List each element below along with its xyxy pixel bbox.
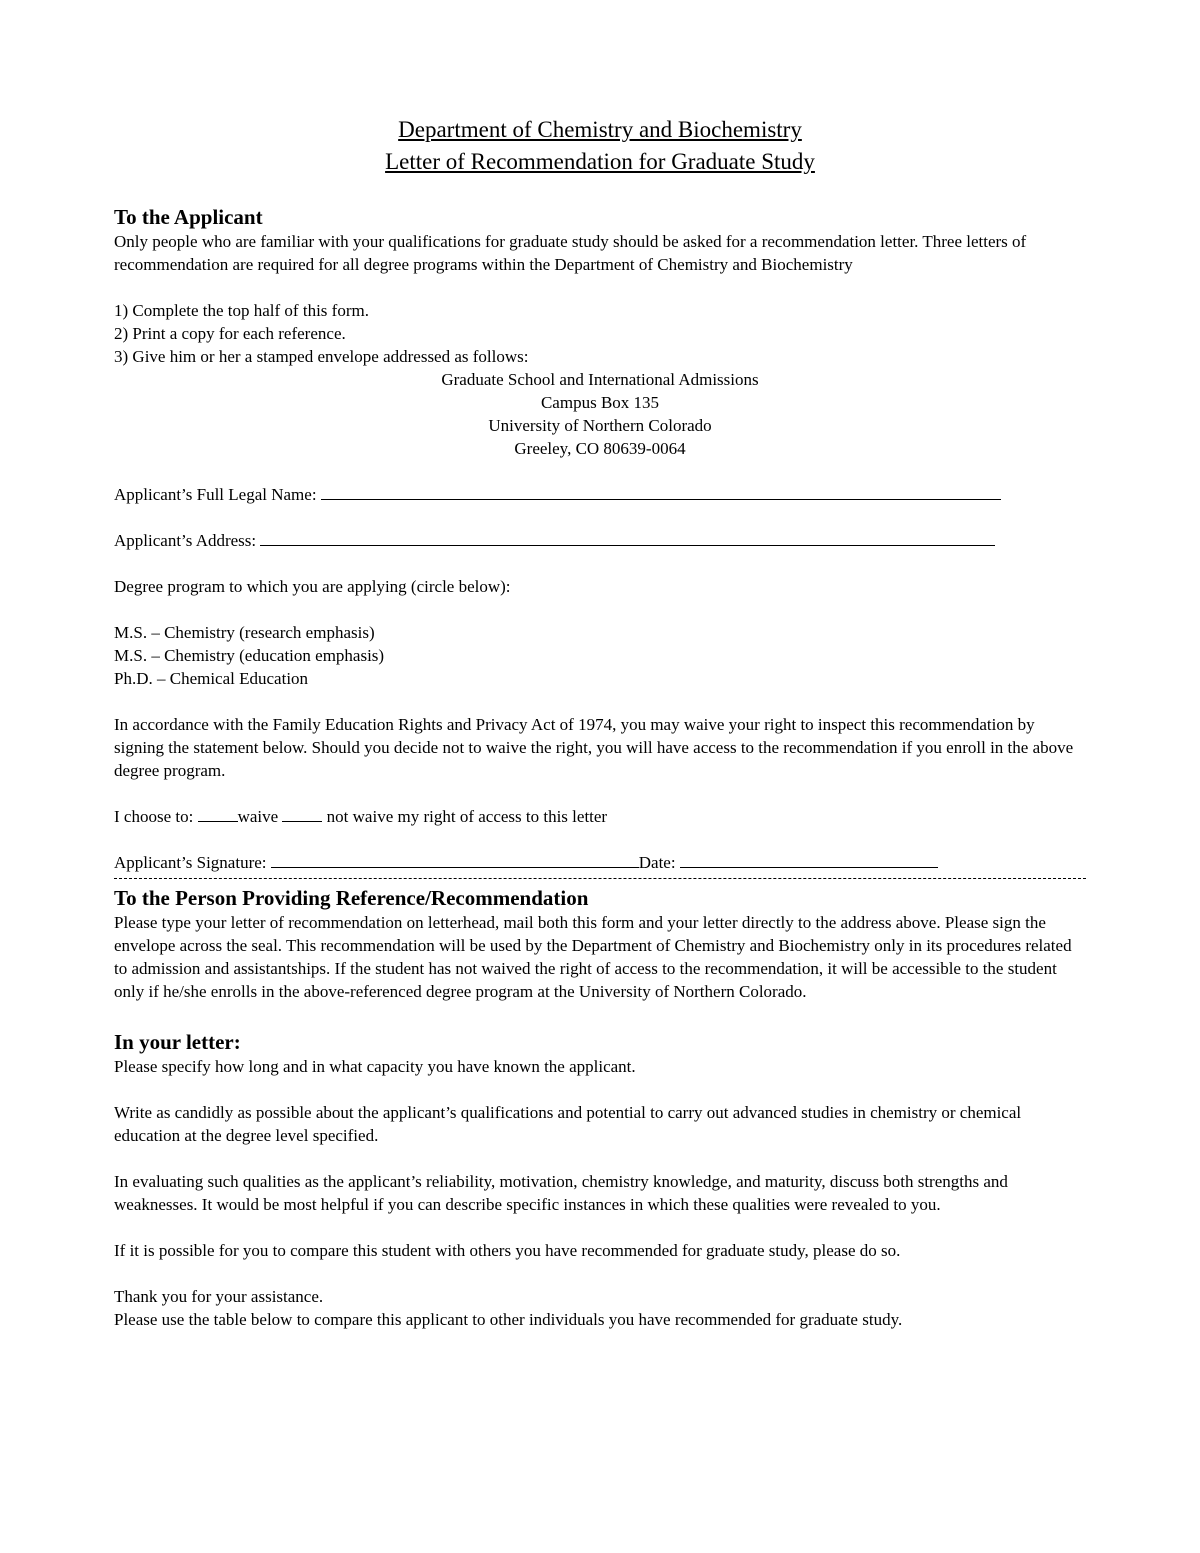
address-line: Greeley, CO 80639-0064 — [514, 439, 686, 458]
letter-instruction: If it is possible for you to compare this student with others you have recommended for graduate study, please do so. — [114, 1241, 901, 1260]
title-department: Department of Chemistry and Biochemistry — [398, 117, 802, 142]
mailing-address — [114, 368, 1086, 460]
thanks-line: Thank you for your assistance. — [114, 1287, 324, 1306]
letter-instruction: In evaluating such qualities as the applicant’s reliability, motivation, chemistry knowledge, and maturity, discuss both strengths and weaknesses. It would be most helpful if you can describe specific instances in which these qualities were revealed to you. — [114, 1172, 1008, 1214]
not-waive-label: not waive my right of access to this letter — [326, 807, 608, 826]
title-form-name: Letter of Recommendation for Graduate Study — [385, 149, 815, 174]
ferpa-statement: In accordance with the Family Education Rights and Privacy Act of 1974, you may waive your right to inspect this recommendation by signing the statement below. Should you decide not to waive the right, you will have access to the recommendation if you enroll in the above degree program. — [114, 715, 1074, 780]
program-option[interactable]: M.S. – Chemistry (research emphasis) — [114, 623, 375, 642]
waiver-choice-row — [114, 805, 1086, 828]
degree-prompt: Degree program to which you are applying (circle below): — [114, 577, 511, 596]
applicant-intro: Only people who are familiar with your qualifications for graduate study should be asked for a recommendation letter. Three letters of recommendation are required for all degree programs within the Department of Chemistry and Biochemistry — [114, 232, 1027, 274]
address-field-row — [114, 529, 1086, 552]
letter-instruction: Write as candidly as possible about the applicant’s qualifications and potential to carry out advanced studies in chemistry or chemical education at the degree level specified. — [114, 1103, 1022, 1145]
name-label: Applicant’s Full Legal Name: — [114, 485, 317, 504]
applicant-heading: To the Applicant — [114, 205, 263, 229]
signature-label: Applicant’s Signature: — [114, 853, 267, 872]
step-2: 2) Print a copy for each reference. — [114, 324, 346, 343]
letter-heading: In your letter: — [114, 1030, 241, 1054]
address-line: University of Northern Colorado — [488, 416, 712, 435]
address-line: Graduate School and International Admissions — [441, 370, 759, 389]
name-blank[interactable] — [321, 483, 1001, 500]
date-blank[interactable] — [680, 851, 938, 868]
program-option[interactable]: M.S. – Chemistry (education emphasis) — [114, 646, 385, 665]
signature-blank[interactable] — [271, 851, 639, 868]
date-label: Date: — [638, 853, 676, 872]
address-line: Campus Box 135 — [540, 393, 660, 412]
address-blank[interactable] — [260, 529, 995, 546]
document-title — [114, 114, 1086, 178]
step-1: 1) Complete the top half of this form. — [114, 301, 369, 320]
name-field-row — [114, 483, 1086, 506]
reference-heading: To the Person Providing Reference/Recommendation — [114, 886, 589, 910]
signature-row — [114, 851, 1086, 874]
table-note: Please use the table below to compare this applicant to other individuals you have recommended for graduate study. — [114, 1310, 903, 1329]
program-option[interactable]: Ph.D. – Chemical Education — [114, 669, 309, 688]
reference-instructions: Please type your letter of recommendation on letterhead, mail both this form and your letter directly to the address above. Please sign the envelope across the seal. This recommendation will be used by the Department of Chemistry and Biochemistry only in its procedures related to admission and assistantships. If the student has not waived the right of access to the recommendation, it will be accessible to the student only if he/she enrolls in the above-referenced degree program at the University of Northern Colorado. — [114, 913, 1072, 1001]
waive-label: waive — [237, 807, 279, 826]
letter-instruction: Please specify how long and in what capacity you have known the applicant. — [114, 1057, 636, 1076]
address-label: Applicant’s Address: — [114, 531, 257, 550]
not-waive-blank[interactable] — [282, 805, 322, 822]
cut-line-divider — [114, 878, 1086, 879]
step-3: 3) Give him or her a stamped envelope addressed as follows: — [114, 347, 529, 366]
waive-blank[interactable] — [198, 805, 238, 822]
choose-label: I choose to: — [114, 807, 194, 826]
